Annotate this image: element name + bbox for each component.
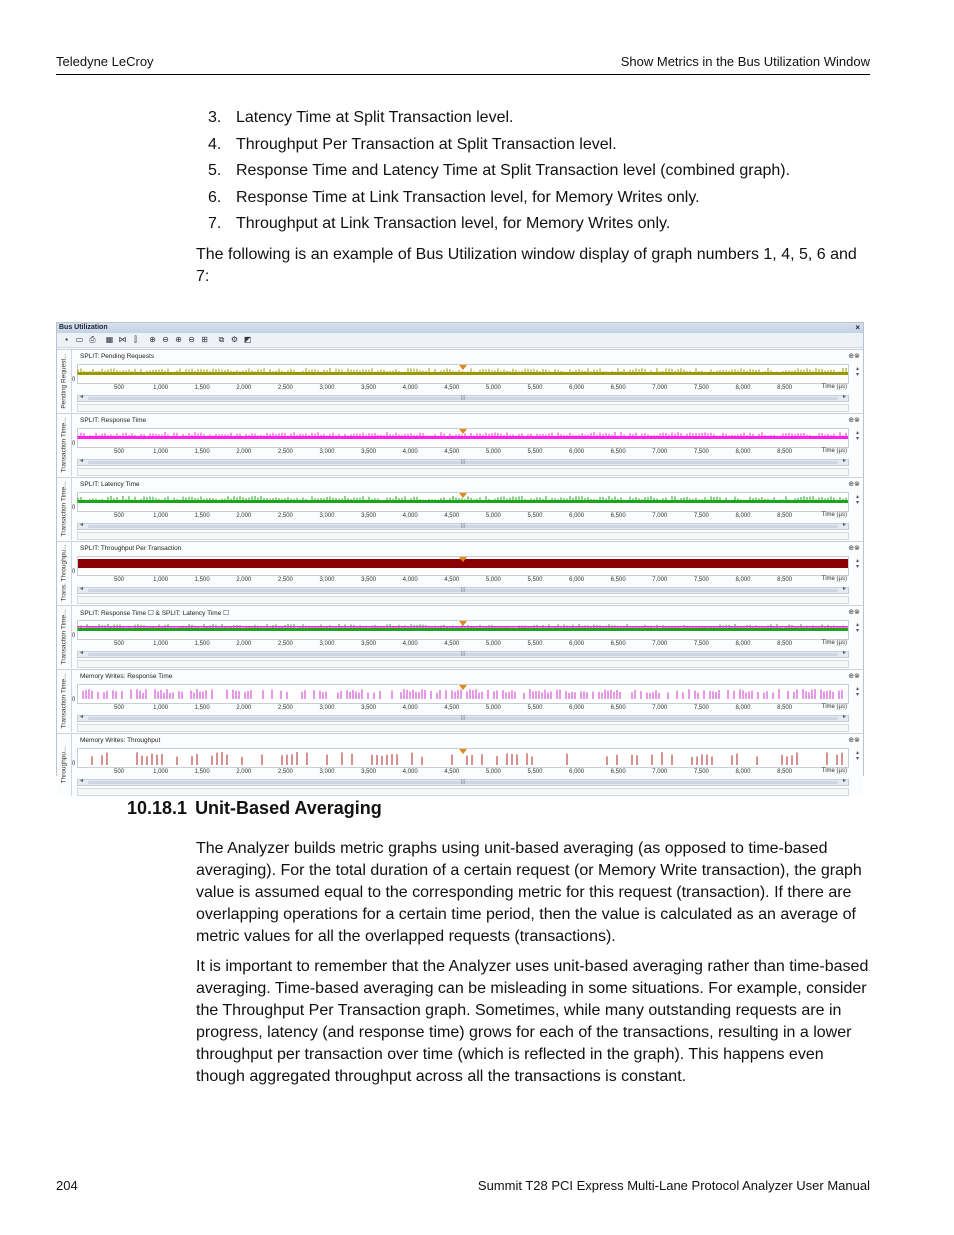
panel-side-label-text: Transaction Time...: [60, 481, 68, 537]
export-icon[interactable]: ⧉: [218, 335, 225, 344]
scroll-left-icon[interactable]: ◂: [80, 586, 84, 592]
time-axis-tick: 6,500: [610, 641, 626, 647]
time-axis: [77, 448, 849, 458]
overview-bar[interactable]: [77, 404, 849, 412]
time-cursor-marker[interactable]: [459, 365, 467, 370]
time-axis-tick: 500: [113, 705, 125, 711]
scroll-right-icon[interactable]: ▸: [842, 650, 846, 656]
graph-panel: [57, 541, 863, 605]
save-icon[interactable]: ▪: [65, 335, 68, 344]
graph-svg: [78, 493, 848, 511]
overview-bar[interactable]: [77, 468, 849, 476]
time-axis-tick: 7,500: [693, 641, 709, 647]
intro-paragraph: The following is an example of Bus Utilization window display of graph numbers 1, 4, 5, 6 and 7:: [196, 246, 857, 285]
time-axis-tick: 5,500: [527, 385, 543, 391]
time-axis-tick: 6,500: [610, 577, 626, 583]
time-axis-tick: 4,500: [444, 449, 460, 455]
time-axis-tick: 2,000: [236, 513, 252, 519]
panel-side-label: [57, 542, 72, 604]
grip-icon: |||: [461, 715, 465, 721]
scroll-thumb[interactable]: [88, 589, 838, 592]
horizontal-scrollbar[interactable]: [77, 587, 849, 594]
time-axis-tick: 8,500: [777, 641, 793, 647]
grip-icon: |||: [461, 523, 465, 529]
time-axis-tick: 3,500: [361, 705, 377, 711]
time-axis-tick: 2,000: [236, 385, 252, 391]
time-axis-tick: 3,000: [319, 769, 335, 775]
header-left: Teledyne LeCroy: [56, 54, 154, 69]
layout-icon[interactable]: ▦: [105, 335, 114, 344]
graph-plot-area[interactable]: [77, 364, 849, 384]
scroll-right-icon[interactable]: ▸: [842, 586, 846, 592]
panel-zoom-controls[interactable]: ⊕⊗: [848, 417, 860, 424]
panel-title: SPLIT: Pending Requests: [80, 353, 155, 360]
panel-side-label: [57, 734, 72, 796]
time-axis-tick: 5,000: [485, 705, 501, 711]
y-axis-zero: 0: [72, 697, 76, 703]
panel-zoom-controls[interactable]: ⊕⊗: [848, 737, 860, 744]
time-axis-tick: 500: [113, 641, 125, 647]
panel-title: Memory Writes: Response Time: [80, 673, 173, 680]
horizontal-scrollbar[interactable]: [77, 715, 849, 722]
time-axis-tick: 1,500: [194, 513, 210, 519]
time-axis-tick: 500: [113, 513, 125, 519]
page-number: 204: [56, 1178, 78, 1193]
time-axis-tick: 2,500: [277, 577, 293, 583]
toolbar: [57, 333, 863, 348]
time-axis-tick: 500: [113, 769, 125, 775]
time-axis-tick: 500: [113, 577, 125, 583]
time-axis: [77, 640, 849, 650]
horizontal-scrollbar[interactable]: [77, 395, 849, 402]
zoom-in-x-icon[interactable]: ⊕: [175, 335, 182, 344]
panel-side-label-text: Trans. Throughpu...: [60, 544, 68, 602]
window-title: Bus Utilization: [59, 324, 108, 331]
vertical-scroll-arrows[interactable]: ▴ ▾: [855, 750, 859, 762]
horizontal-scrollbar[interactable]: [77, 523, 849, 530]
time-cursor-marker[interactable]: [459, 685, 467, 690]
grip-icon: |||: [461, 651, 465, 657]
time-axis-tick: 1,000: [153, 641, 169, 647]
new-window-icon[interactable]: ▭: [75, 335, 84, 344]
time-axis-tick: 7,000: [652, 449, 668, 455]
scroll-left-icon[interactable]: ◂: [80, 394, 84, 400]
panel-side-label-text: Pending Request...: [60, 353, 68, 409]
time-axis-tick: 8,500: [777, 769, 793, 775]
scroll-right-icon[interactable]: ▸: [842, 522, 846, 528]
panel-side-label: [57, 350, 72, 412]
graph-plot-area[interactable]: [77, 428, 849, 448]
vertical-scroll-arrows[interactable]: ▴ ▾: [855, 366, 859, 378]
time-axis-unit: Time (µs): [821, 448, 847, 454]
panel-zoom-controls[interactable]: ⊕⊗: [848, 545, 860, 552]
time-axis-tick: 3,500: [361, 449, 377, 455]
time-axis-tick: 5,500: [527, 769, 543, 775]
graph-svg: [78, 365, 848, 383]
time-axis-tick: 6,000: [569, 449, 585, 455]
time-axis-tick: 7,000: [652, 513, 668, 519]
vertical-scroll-arrows[interactable]: ▴ ▾: [855, 622, 859, 634]
time-axis-tick: 2,500: [277, 769, 293, 775]
time-axis-tick: 4,000: [402, 513, 418, 519]
time-axis-tick: 2,500: [277, 641, 293, 647]
y-axis-zero: 0: [72, 761, 76, 767]
time-axis-tick: 3,500: [361, 577, 377, 583]
time-axis-tick: 7,000: [652, 385, 668, 391]
graph-panel: [57, 413, 863, 477]
time-axis-tick: 1,000: [153, 769, 169, 775]
time-axis-tick: 2,000: [236, 705, 252, 711]
time-axis-tick: 2,500: [277, 449, 293, 455]
time-axis-tick: 1,000: [153, 513, 169, 519]
time-axis: [77, 576, 849, 586]
time-axis-tick: 5,500: [527, 449, 543, 455]
graph-band-secondary: [78, 626, 848, 628]
time-axis-tick: 7,500: [693, 385, 709, 391]
time-axis-tick: 1,000: [153, 577, 169, 583]
time-axis-tick: 3,000: [319, 513, 335, 519]
horizontal-scrollbar[interactable]: [77, 779, 849, 786]
time-axis-tick: 1,500: [194, 577, 210, 583]
panel-zoom-controls[interactable]: ⊕⊗: [848, 609, 860, 616]
zoom-out-icon[interactable]: ⊖: [162, 335, 169, 344]
time-axis-tick: 500: [113, 449, 125, 455]
scroll-left-icon[interactable]: ◂: [80, 458, 84, 464]
time-axis-tick: 7,500: [693, 769, 709, 775]
time-axis-unit: Time (µs): [821, 512, 847, 518]
time-axis-tick: 5,500: [527, 641, 543, 647]
graph-plot-area[interactable]: [77, 556, 849, 576]
print-icon[interactable]: ⎙: [89, 335, 96, 344]
scroll-left-icon[interactable]: ◂: [80, 714, 84, 720]
graph-plot-area[interactable]: [77, 748, 849, 768]
time-axis: [77, 768, 849, 778]
time-axis-unit: Time (µs): [821, 640, 847, 646]
time-axis-tick: 5,500: [527, 705, 543, 711]
section-number: 10.18.1: [127, 798, 188, 818]
time-axis-tick: 7,000: [652, 769, 668, 775]
time-axis-tick: 3,500: [361, 641, 377, 647]
y-axis-zero: 0: [72, 569, 76, 575]
time-axis-tick: 8,000: [735, 705, 751, 711]
section-heading: [127, 798, 382, 819]
graph-plot-area[interactable]: [77, 684, 849, 704]
time-axis-tick: 1,000: [153, 705, 169, 711]
scroll-thumb[interactable]: [88, 461, 838, 464]
time-axis-tick: 4,500: [444, 577, 460, 583]
list-number: 4.: [208, 135, 222, 153]
scroll-left-icon[interactable]: ◂: [80, 778, 84, 784]
time-axis-tick: 4,000: [402, 769, 418, 775]
list-text: Latency Time at Split Transaction level.: [236, 109, 514, 126]
time-axis-tick: 8,000: [735, 641, 751, 647]
panel-side-label-text: Transaction Time...: [60, 609, 68, 665]
time-axis-tick: 8,000: [735, 513, 751, 519]
graph-panel: [57, 605, 863, 669]
panel-side-label: [57, 478, 72, 540]
paragraph: It is important to remember that the Analyzer uses unit-based averaging rather than time-based averaging. Time-based averaging can be misleading in some situations. For example, consider the Throughput Per Transaction graph. Sometimes, while many outstanding requests are in progress, latency (and response time) grows for each of the transactions, resulting in a lower throughput per transaction over time (which is reflected in the graph). This happens even though aggregated throughput across all the transactions is constant.: [196, 958, 869, 1085]
graph-svg: [78, 749, 848, 767]
horizontal-scrollbar[interactable]: [77, 651, 849, 658]
scroll-right-icon[interactable]: ▸: [842, 394, 846, 400]
header-right: Show Metrics in the Bus Utilization Window: [620, 54, 870, 69]
close-icon[interactable]: ×: [855, 323, 860, 332]
time-axis-tick: 6,000: [569, 385, 585, 391]
time-axis-tick: 4,500: [444, 385, 460, 391]
time-axis-tick: 3,500: [361, 513, 377, 519]
time-axis-tick: 2,000: [236, 449, 252, 455]
graph-svg: [78, 621, 848, 639]
bus-utilization-window: [56, 322, 864, 785]
list-item: [208, 135, 790, 162]
graph-panel: [57, 669, 863, 733]
time-axis-tick: 2,500: [277, 385, 293, 391]
time-axis-tick: 8,500: [777, 513, 793, 519]
time-axis-tick: 6,500: [610, 513, 626, 519]
scroll-right-icon[interactable]: ▸: [842, 778, 846, 784]
time-axis-tick: 5,500: [527, 577, 543, 583]
y-axis-zero: 0: [72, 505, 76, 511]
vertical-scroll-arrows[interactable]: ▴ ▾: [855, 494, 859, 506]
time-axis-tick: 1,000: [153, 385, 169, 391]
time-axis-tick: 2,500: [277, 705, 293, 711]
scroll-left-icon[interactable]: ◂: [80, 522, 84, 528]
panel-title: SPLIT: Latency Time: [80, 481, 140, 488]
time-axis-tick: 2,000: [236, 641, 252, 647]
time-axis-tick: 1,500: [194, 705, 210, 711]
time-axis-tick: 2,000: [236, 769, 252, 775]
time-axis-tick: 4,500: [444, 513, 460, 519]
time-axis-tick: 4,000: [402, 385, 418, 391]
graph-plot-area[interactable]: [77, 492, 849, 512]
split-icon[interactable]: ⫿: [134, 335, 137, 344]
time-axis-tick: 5,000: [485, 577, 501, 583]
panel-side-label-text: Transaction Time...: [60, 673, 68, 729]
time-axis-tick: 7,500: [693, 513, 709, 519]
time-axis-tick: 3,000: [319, 705, 335, 711]
time-cursor-marker[interactable]: [459, 429, 467, 434]
list-item: [208, 214, 790, 241]
vertical-scroll-arrows[interactable]: ▴ ▾: [855, 558, 859, 570]
time-axis-tick: 4,000: [402, 449, 418, 455]
time-axis-tick: 6,000: [569, 513, 585, 519]
time-axis-tick: 8,000: [735, 449, 751, 455]
time-axis-tick: 6,000: [569, 577, 585, 583]
time-axis-tick: 8,500: [777, 577, 793, 583]
overview-bar[interactable]: [77, 532, 849, 540]
time-cursor-marker[interactable]: [459, 493, 467, 498]
list-number: 7.: [208, 215, 222, 232]
grip-icon: |||: [461, 587, 465, 593]
scroll-thumb[interactable]: [88, 525, 838, 528]
list-item: [208, 108, 790, 135]
scroll-thumb[interactable]: [88, 397, 838, 400]
horizontal-scrollbar[interactable]: [77, 459, 849, 466]
settings-icon[interactable]: ⚙: [230, 335, 239, 344]
time-axis-tick: 500: [113, 385, 125, 391]
time-axis-tick: 3,000: [319, 577, 335, 583]
time-axis-tick: 7,500: [693, 705, 709, 711]
time-axis-tick: 8,000: [735, 769, 751, 775]
grip-icon: |||: [461, 395, 465, 401]
time-axis-tick: 5,500: [527, 513, 543, 519]
list-item: [208, 188, 790, 215]
paragraph: The Analyzer builds metric graphs using unit-based averaging (as opposed to time-based averaging). For the total duration of a certain request (or Memory Write transaction), the graph value is assumed equal to the corresponding metric for this request (transaction). If there are overlapping operations for a certain time period, then the value is calculated as an average of metric values for all the overlapped requests (transactions).: [196, 840, 862, 945]
time-axis-tick: 4,500: [444, 705, 460, 711]
time-axis-unit: Time (µs): [821, 384, 847, 390]
time-axis-tick: 7,000: [652, 577, 668, 583]
time-axis: [77, 512, 849, 522]
panel-zoom-controls[interactable]: ⊕⊗: [848, 353, 860, 360]
time-axis-tick: 8,000: [735, 385, 751, 391]
zoom-in-icon[interactable]: ⊕: [149, 335, 156, 344]
graph-panel: [57, 477, 863, 541]
time-axis-tick: 6,500: [610, 705, 626, 711]
header-rule: [56, 74, 870, 75]
panel-title: SPLIT: Response Time: [80, 417, 147, 424]
vertical-scroll-arrows[interactable]: ▴ ▾: [855, 430, 859, 442]
time-axis-tick: 4,000: [402, 641, 418, 647]
time-axis-unit: Time (µs): [821, 768, 847, 774]
time-axis-tick: 6,500: [610, 449, 626, 455]
time-axis-tick: 3,500: [361, 769, 377, 775]
graph-panel: [57, 733, 863, 797]
time-axis-tick: 6,000: [569, 641, 585, 647]
overview-bar[interactable]: [77, 660, 849, 668]
vertical-scroll-arrows[interactable]: ▴ ▾: [855, 686, 859, 698]
time-axis-unit: Time (µs): [821, 704, 847, 710]
overview-bar[interactable]: [77, 596, 849, 604]
scroll-thumb[interactable]: [88, 781, 838, 784]
panel-title: Memory Writes: Throughput: [80, 737, 161, 744]
section-title: Unit-Based Averaging: [195, 798, 382, 818]
panel-title: SPLIT: Throughput Per Transaction: [80, 545, 182, 552]
scroll-thumb[interactable]: [88, 653, 838, 656]
time-axis-tick: 7,500: [693, 577, 709, 583]
time-axis-tick: 7,000: [652, 705, 668, 711]
time-axis-tick: 3,000: [319, 385, 335, 391]
time-axis-tick: 5,000: [485, 449, 501, 455]
fit-icon[interactable]: ⋈: [118, 335, 127, 344]
scroll-thumb[interactable]: [88, 717, 838, 720]
time-axis-tick: 6,500: [610, 385, 626, 391]
time-axis-tick: 5,000: [485, 641, 501, 647]
graph-svg: [78, 685, 848, 703]
time-axis-unit: Time (µs): [821, 576, 847, 582]
graph-icon[interactable]: ◩: [243, 335, 252, 344]
graph-plot-area[interactable]: [77, 620, 849, 640]
panel-side-label: [57, 606, 72, 668]
scroll-left-icon[interactable]: ◂: [80, 650, 84, 656]
panel-zoom-controls[interactable]: ⊕⊗: [848, 481, 860, 488]
footer-title: Summit T28 PCI Express Multi-Lane Protocol Analyzer User Manual: [477, 1178, 870, 1193]
time-axis-tick: 2,500: [277, 513, 293, 519]
time-axis-tick: 7,500: [693, 449, 709, 455]
panel-side-label: [57, 670, 72, 732]
time-axis-tick: 8,000: [735, 577, 751, 583]
zoom-box-icon[interactable]: ⊞: [201, 335, 208, 344]
time-axis-tick: 1,000: [153, 449, 169, 455]
time-axis-tick: 1,500: [194, 449, 210, 455]
grip-icon: |||: [461, 779, 465, 785]
time-axis-tick: 4,000: [402, 705, 418, 711]
list-text: Response Time at Link Transaction level, for Memory Writes only.: [236, 188, 700, 206]
list-text: Response Time and Latency Time at Split Transaction level (combined graph).: [236, 162, 791, 179]
time-cursor-marker[interactable]: [459, 749, 467, 754]
time-axis-tick: 6,500: [610, 769, 626, 775]
time-axis-tick: 8,500: [777, 449, 793, 455]
time-axis-tick: 5,000: [485, 513, 501, 519]
time-axis-tick: 8,500: [777, 705, 793, 711]
panel-title: SPLIT: Response Time ☐ & SPLIT: Latency Time ☐: [80, 610, 229, 617]
graph-svg: [78, 429, 848, 447]
list-number: 5.: [208, 162, 222, 179]
overview-bar[interactable]: [77, 788, 849, 796]
time-axis-tick: 2,000: [236, 577, 252, 583]
zoom-out-x-icon[interactable]: ⊖: [188, 335, 195, 344]
y-axis-zero: 0: [72, 633, 76, 639]
time-axis-tick: 5,000: [485, 769, 501, 775]
time-axis-tick: 4,500: [444, 641, 460, 647]
time-axis-tick: 4,000: [402, 577, 418, 583]
overview-bar[interactable]: [77, 724, 849, 732]
time-axis-tick: 6,000: [569, 769, 585, 775]
y-axis-zero: 0: [72, 441, 76, 447]
time-axis-tick: 1,500: [194, 769, 210, 775]
panel-side-label: [57, 414, 72, 476]
time-axis-tick: 4,500: [444, 769, 460, 775]
time-axis-tick: 3,000: [319, 641, 335, 647]
grip-icon: |||: [461, 459, 465, 465]
time-axis-tick: 6,000: [569, 705, 585, 711]
scroll-right-icon[interactable]: ▸: [842, 458, 846, 464]
list-number: 6.: [208, 188, 222, 206]
time-axis: [77, 704, 849, 714]
time-axis-tick: 3,000: [319, 449, 335, 455]
panel-side-label-text: Throughpu...: [60, 746, 68, 784]
graph-panel: [57, 349, 863, 413]
time-axis-tick: 1,500: [194, 641, 210, 647]
time-axis-tick: 3,500: [361, 385, 377, 391]
time-axis-tick: 8,500: [777, 385, 793, 391]
list-text: Throughput Per Transaction at Split Transaction level.: [236, 135, 617, 153]
time-axis: [77, 384, 849, 394]
list-item: [208, 161, 790, 188]
time-axis-tick: 1,500: [194, 385, 210, 391]
panel-zoom-controls[interactable]: ⊕⊗: [848, 673, 860, 680]
scroll-right-icon[interactable]: ▸: [842, 714, 846, 720]
window-titlebar: [57, 323, 863, 333]
time-axis-tick: 7,000: [652, 641, 668, 647]
y-axis-zero: 0: [72, 377, 76, 383]
list-text: Throughput at Link Transaction level, for Memory Writes only.: [236, 215, 671, 232]
time-cursor-marker[interactable]: [459, 621, 467, 626]
list-number: 3.: [208, 109, 222, 126]
panel-side-label-text: Transaction Time...: [60, 417, 68, 473]
graph-svg: [78, 557, 848, 575]
numbered-list: [208, 108, 790, 241]
time-axis-tick: 5,000: [485, 385, 501, 391]
